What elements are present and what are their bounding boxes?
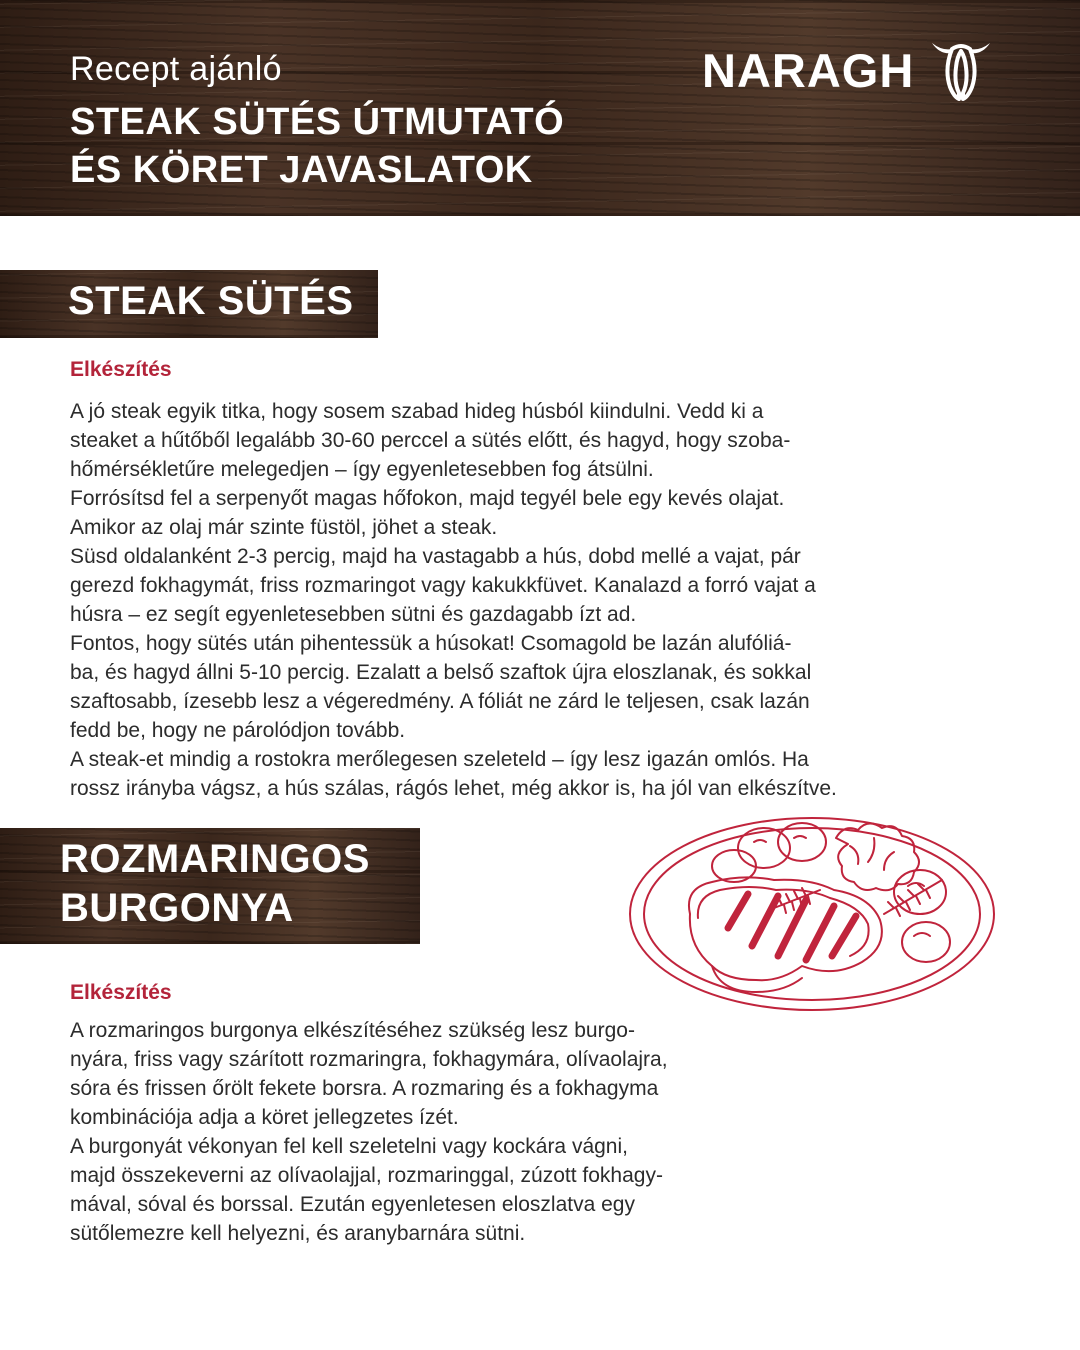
steak-plate-illustration — [624, 796, 1004, 1028]
body-line: sóra és frissen őrölt fekete borsra. A rozmaring és a fokhagyma — [70, 1077, 659, 1100]
body-line: Süsd oldalanként 2-3 percig, majd ha vastagabb a hús, dobd mellé a vajat, pár — [70, 545, 801, 568]
section-subheading: Elkészítés — [70, 981, 172, 1004]
section-heading-text: STEAK SÜTÉS — [68, 279, 354, 323]
body-line: rossz irányba vágsz, a hús szálas, rágós lehet, még akkor is, ha jól van elkészítve. — [70, 777, 837, 800]
header-banner — [0, 0, 1080, 216]
section-body-potato — [70, 1016, 668, 1248]
body-line: gerezd fokhagymát, friss rozmaringot vagy kakukkfüvet. Kanalazd a forró vajat a — [70, 574, 816, 597]
body-line: hőmérsékletűre melegedjen – így egyenletesebben fog átsülni. — [70, 458, 654, 481]
body-line: Amikor az olaj már szinte füstöl, jöhet a steak. — [70, 516, 498, 539]
page-title — [70, 98, 564, 194]
section-heading-potato — [0, 828, 420, 944]
bull-horns-icon — [928, 39, 994, 101]
brand-name: NARAGH — [702, 43, 915, 97]
section-heading-text: BURGONYA — [60, 886, 294, 930]
header-kicker: Recept ajánló — [70, 50, 282, 88]
body-line: húsra – ez segít egyenletesebben sütni és gazdagabb ízt ad. — [70, 603, 637, 626]
body-line: majd összekeverni az olívaolajjal, rozmaringgal, zúzott fokhagy- — [70, 1164, 663, 1187]
section-subheading: Elkészítés — [70, 358, 172, 381]
body-line: nyára, friss vagy szárított rozmaringra, fokhagymára, olívaolajra, — [70, 1048, 668, 1071]
page-title-line: STEAK SÜTÉS ÚTMUTATÓ — [70, 101, 565, 143]
body-line: Fontos, hogy sütés után pihentessük a húsokat! Csomagold be lazán alufóliá- — [70, 632, 792, 655]
body-line: A burgonyát vékonyan fel kell szeletelni vagy kockára vágni, — [70, 1135, 628, 1158]
body-line: A steak-et mindig a rostokra merőlegesen szeleteld – így lesz igazán omlós. Ha — [70, 748, 809, 771]
page-title-line: ÉS KÖRET JAVASLATOK — [70, 149, 533, 191]
body-line: A jó steak egyik titka, hogy sosem szabad hideg húsból kiindulni. Vedd ki a — [70, 400, 764, 423]
body-line: kombinációja adja a köret jellegzetes ízét. — [70, 1106, 459, 1129]
body-line: steaket a hűtőből legalább 30-60 perccel a sütés előtt, és hagyd, hogy szoba- — [70, 429, 791, 452]
section-heading-steak — [0, 270, 378, 338]
brand-logo — [702, 40, 994, 100]
body-line: ba, és hagyd állni 5-10 percig. Ezalatt a belső szaftok újra eloszlanak, és sokkal — [70, 661, 812, 684]
section-heading-text: ROZMARINGOS — [60, 837, 370, 881]
body-line: mával, sóval és borssal. Ezután egyenletesen eloszlatva egy — [70, 1193, 635, 1216]
body-line: Forrósítsd fel a serpenyőt magas hőfokon, majd tegyél bele egy kevés olajat. — [70, 487, 785, 510]
body-line: fedd be, hogy ne párolódjon tovább. — [70, 719, 406, 742]
body-line: sütőlemezre kell helyezni, és aranybarnára sütni. — [70, 1222, 526, 1245]
section-body-steak — [70, 397, 837, 803]
body-line: A rozmaringos burgonya elkészítéséhez szükség lesz burgo- — [70, 1019, 635, 1042]
body-line: szaftosabb, ízesebb lesz a végeredmény. A fóliát ne zárd le teljesen, csak lazán — [70, 690, 810, 713]
